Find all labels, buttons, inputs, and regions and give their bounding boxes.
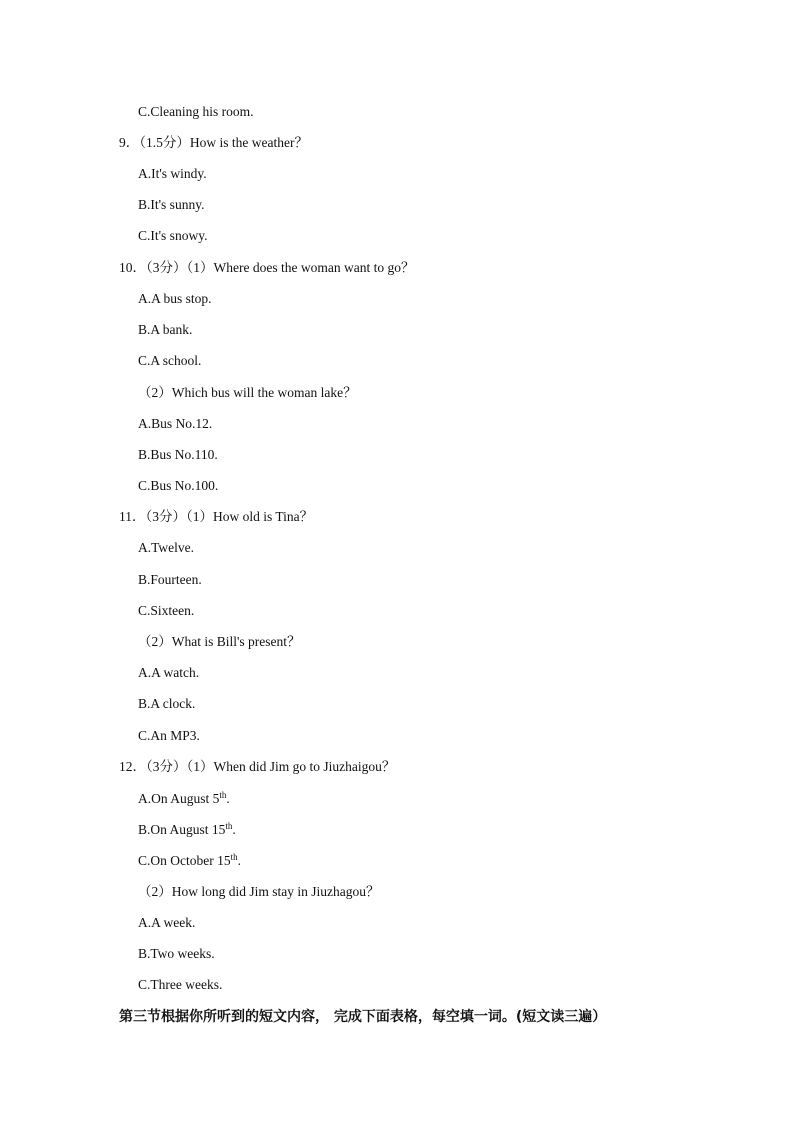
q9-points: （1.5分） bbox=[139, 135, 190, 150]
q11-part2-label: （2） bbox=[138, 634, 172, 649]
q12-part1-option-c bbox=[138, 852, 241, 870]
q10-stem bbox=[119, 259, 414, 277]
q10-part1-question: Where does the woman want to go？ bbox=[213, 260, 415, 275]
q8-option-c: C.Cleaning his room. bbox=[138, 104, 254, 119]
q9-number: 9． bbox=[119, 135, 140, 150]
q12-part2-option-a: A.A week. bbox=[138, 915, 196, 930]
q10-number: 10． bbox=[119, 260, 146, 275]
q10-part2-stem bbox=[138, 384, 357, 402]
q10-points: （3分） bbox=[146, 260, 187, 275]
q10-part2-option-b: B.Bus No.110. bbox=[138, 447, 218, 462]
q11-part2-question: What is Bill's present？ bbox=[171, 634, 301, 649]
q11-part2-option-c: C.An MP3. bbox=[138, 728, 200, 743]
q11-stem bbox=[119, 508, 313, 526]
q11-part1-option-c: C.Sixteen. bbox=[138, 603, 195, 618]
q11-number: 11． bbox=[119, 509, 146, 524]
q10-part2-option-c: C.Bus No.100. bbox=[138, 478, 219, 493]
q10-part1-option-a: A.A bus stop. bbox=[138, 291, 212, 306]
q10-part1-label: （1） bbox=[186, 260, 214, 275]
q12-part2-option-b: B.Two weeks. bbox=[138, 946, 215, 961]
q10-part1-option-c: C.A school. bbox=[138, 353, 202, 368]
section3-heading: 第三节根据你所听到的短文内容， 完成下面表格，每空填一词。(短文读三遍） bbox=[119, 1009, 607, 1025]
q11-part1-option-b: B.Fourteen. bbox=[138, 572, 202, 587]
q12-part1-option-a-text: A.On August 5 bbox=[138, 791, 220, 806]
q12-part1-label: （1） bbox=[186, 759, 214, 774]
q12-part1-option-b bbox=[138, 821, 236, 839]
q12-part1-option-c-sup: th bbox=[230, 852, 238, 862]
q11-part2-option-b: B.A clock. bbox=[138, 696, 196, 711]
q12-part2-question: How long did Jim stay in Jiuzhagou？ bbox=[171, 884, 380, 899]
q9-option-b: B.It's sunny. bbox=[138, 197, 205, 212]
q11-part1-option-a: A.Twelve. bbox=[138, 540, 195, 555]
q12-part1-option-b-period: . bbox=[232, 822, 236, 837]
q11-part1-label: （1） bbox=[186, 509, 213, 524]
q12-part2-option-c: C.Three weeks. bbox=[138, 977, 223, 992]
q10-part1-option-b: B.A bank. bbox=[138, 322, 193, 337]
q9-option-c: C.It's snowy. bbox=[138, 228, 208, 243]
q10-part2-label: （2） bbox=[138, 385, 172, 400]
q9-option-a: A.It's windy. bbox=[138, 166, 207, 181]
q9-question: How is the weather？ bbox=[189, 135, 308, 150]
q12-part1-option-b-sup: th bbox=[225, 821, 233, 831]
q12-part1-option-c-period: . bbox=[237, 853, 241, 868]
q12-part1-option-a bbox=[138, 790, 230, 808]
q10-part2-question: Which bus will the woman lake？ bbox=[171, 385, 357, 400]
q12-part1-option-a-sup: th bbox=[219, 790, 227, 800]
q11-part1-question: How old is Tina？ bbox=[213, 509, 314, 524]
q11-part2-stem bbox=[138, 633, 301, 651]
q12-part2-stem bbox=[138, 883, 380, 901]
q12-part1-option-c-text: C.On October 15 bbox=[138, 853, 231, 868]
q11-points: （3分） bbox=[145, 509, 186, 524]
q12-part1-question: When did Jim go to Jiuzhaigou？ bbox=[213, 759, 396, 774]
q12-number: 12． bbox=[119, 759, 146, 774]
q9-stem bbox=[119, 134, 308, 152]
q12-part1-option-b-text: B.On August 15 bbox=[138, 822, 226, 837]
q12-stem bbox=[119, 758, 395, 776]
q12-points: （3分） bbox=[146, 759, 187, 774]
q11-part2-option-a: A.A watch. bbox=[138, 665, 200, 680]
q12-part1-option-a-period: . bbox=[226, 791, 230, 806]
q10-part2-option-a: A.Bus No.12. bbox=[138, 416, 213, 431]
q12-part2-label: （2） bbox=[138, 884, 172, 899]
